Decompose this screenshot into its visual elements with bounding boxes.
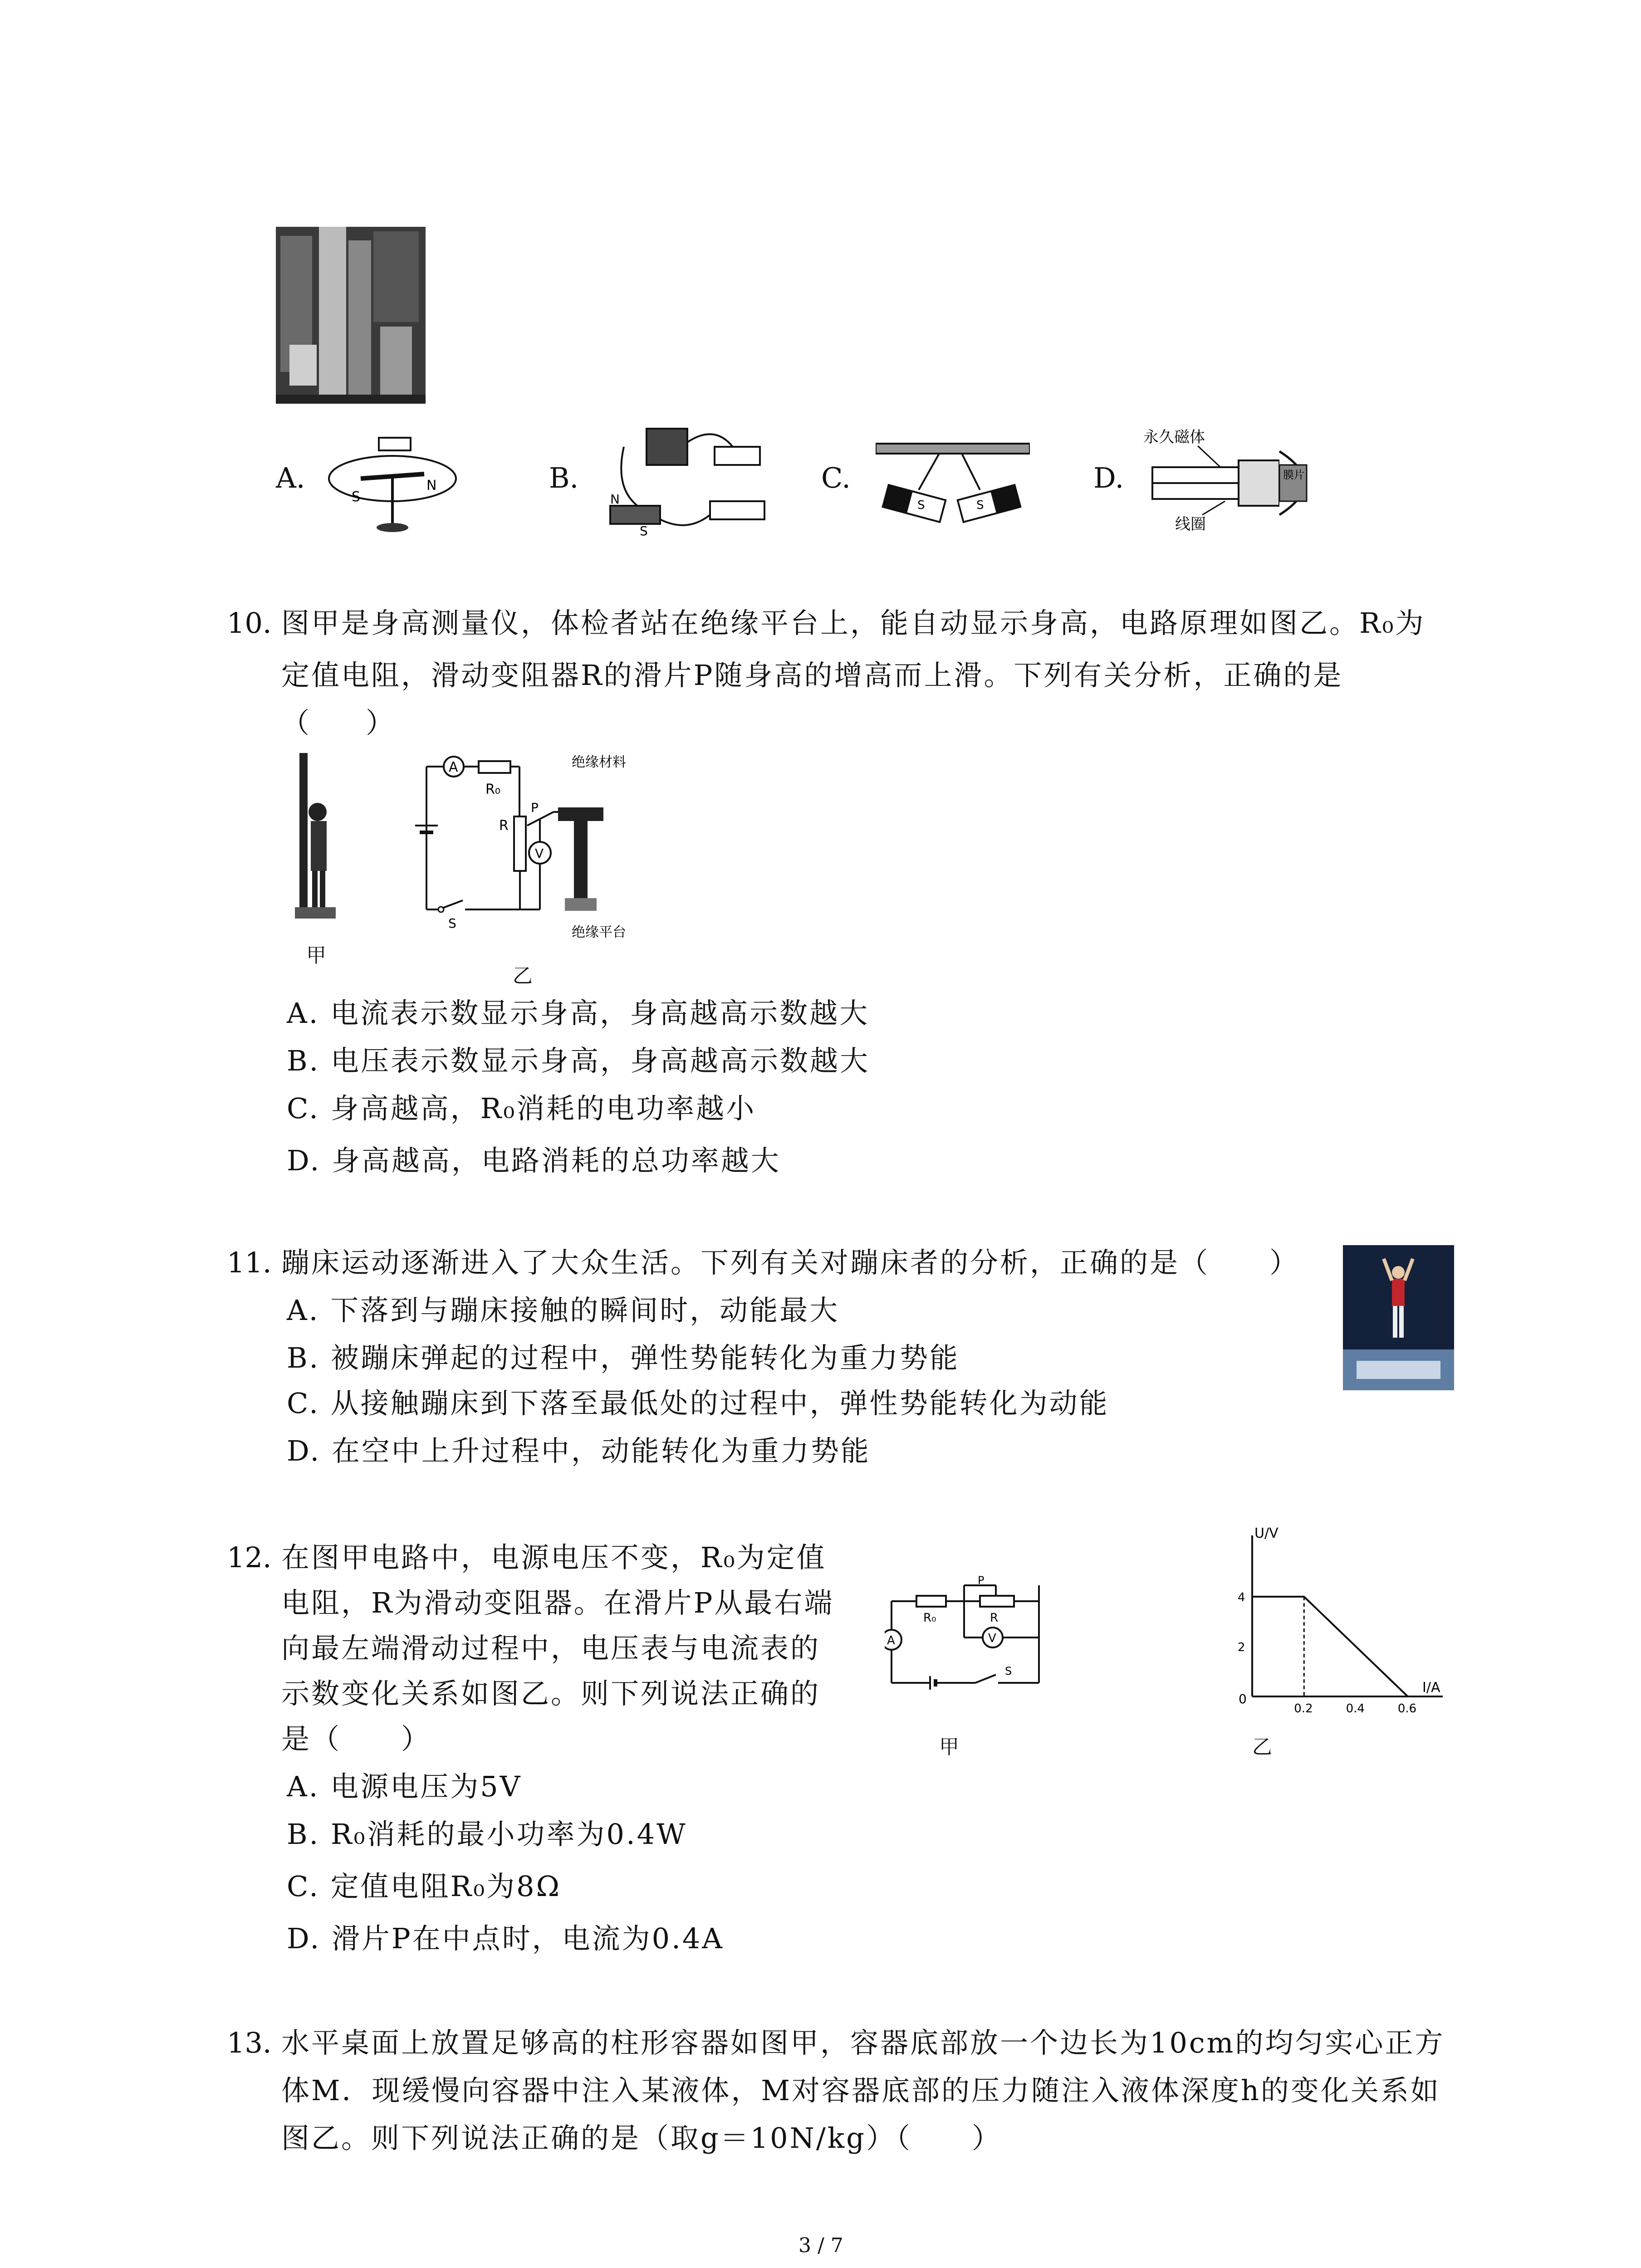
svg-text:A: A: [887, 1634, 895, 1647]
q12-stem-line2: 电阻，R为滑动变阻器。在滑片P从最右端: [281, 1586, 834, 1619]
q12-fig-jia-caption: 甲: [939, 1735, 959, 1759]
q10-option-a: A. 电流表示数显示身高，身高越高示数越大: [287, 997, 870, 1030]
svg-text:R₀: R₀: [923, 1611, 936, 1625]
svg-text:S: S: [352, 489, 361, 505]
q12-option-b: B. R₀消耗的最小功率为0.4W: [287, 1818, 687, 1851]
q13-stem-line3: 图乙。则下列说法正确的是（取g＝10N/kg）（ ）: [281, 2121, 1002, 2155]
q11-option-d: D. 在空中上升过程中，动能转化为重力势能: [287, 1434, 871, 1467]
q9-option-c-label: C.: [821, 461, 851, 494]
svg-text:膜片: 膜片: [1283, 469, 1305, 481]
graph-origin: 0: [1239, 1691, 1247, 1706]
q12-option-c: C. 定值电阻R₀为8Ω: [287, 1870, 562, 1903]
svg-text:绝缘平台: 绝缘平台: [572, 924, 626, 940]
graph-ytick-2: 4: [1238, 1591, 1245, 1604]
svg-text:永久磁体: 永久磁体: [1143, 428, 1205, 446]
svg-text:S: S: [448, 916, 456, 931]
q12-stem-line1: 在图甲电路中，电源电压不变，R₀为定值: [281, 1541, 827, 1574]
graph-ytick-1: 2: [1238, 1641, 1245, 1654]
q12-fig-jia-circuit: [885, 1574, 1057, 1710]
svg-text:A: A: [449, 759, 458, 775]
svg-text:V: V: [988, 1632, 996, 1645]
svg-text:P: P: [531, 800, 539, 815]
svg-text:N: N: [426, 478, 437, 494]
q12-stem-line3: 向最左端滑动过程中，电压表与电流表的: [281, 1632, 821, 1665]
q10-number: 10.: [227, 606, 272, 640]
svg-text:N: N: [610, 492, 620, 507]
q13-number: 13.: [227, 2026, 272, 2059]
q11-trampoline-photo: [1343, 1245, 1454, 1390]
q10-stem-line3: （ ）: [281, 706, 394, 739]
q10-fig-jia-caption: 甲: [306, 944, 326, 967]
q12-number: 12.: [227, 1541, 272, 1574]
q9-fig-c-magnets: [876, 440, 1030, 531]
q10-option-b: B. 电压表示数显示身高，身高越高示数越大: [287, 1044, 870, 1077]
q10-stem-line1: 图甲是身高测量仪，体检者站在绝缘平台上，能自动显示身高，电路原理如图乙。R₀为: [281, 606, 1425, 640]
q9-option-a-label: A.: [276, 461, 305, 494]
photo-figure: [276, 227, 426, 408]
q10-fig-yi-caption: 乙: [513, 964, 533, 987]
page-number: 3 / 7: [798, 2234, 843, 2257]
svg-text:V: V: [535, 846, 544, 861]
q12-option-d: D. 滑片P在中点时，电流为0.4A: [287, 1922, 725, 1955]
q10-fig-jia-photo: [290, 753, 345, 925]
q11-stem: 蹦床运动逐渐进入了大众生活。下列有关对蹦床者的分析，正确的是（ ）: [281, 1246, 1300, 1279]
q12-option-a: A. 电源电压为5V: [287, 1770, 522, 1803]
q9-option-b-label: B.: [549, 461, 579, 494]
svg-text:S: S: [917, 499, 925, 512]
svg-text:R: R: [499, 818, 509, 834]
q9-fig-d-microphone: [1143, 424, 1343, 533]
q9-fig-b-apparatus: [597, 420, 787, 538]
graph-series-line: [1252, 1597, 1408, 1696]
graph-xtick-1: 0.2: [1294, 1702, 1313, 1716]
svg-text:S: S: [1005, 1665, 1012, 1677]
q11-option-b: B. 被蹦床弹起的过程中，弹性势能转化为重力势能: [287, 1341, 960, 1374]
svg-text:R: R: [990, 1611, 999, 1625]
q9-option-d-label: D.: [1093, 461, 1124, 494]
q12-fig-yi-caption: 乙: [1252, 1735, 1272, 1759]
q12-stem-line4: 示数变化关系如图乙。则下列说法正确的: [281, 1677, 821, 1710]
graph-xtick-3: 0.6: [1397, 1702, 1417, 1716]
q13-stem-line2: 体M．现缓慢向容器中注入某液体，M对容器底部的压力随注入液体深度h的变化关系如: [281, 2074, 1440, 2107]
graph-ylabel: U/V: [1254, 1525, 1279, 1541]
q10-option-d: D. 身高越高，电路消耗的总功率越大: [287, 1144, 781, 1177]
q11-option-c: C. 从接触蹦床到下落至最低处的过程中，弹性势能转化为动能: [287, 1387, 1109, 1420]
svg-text:S: S: [640, 523, 648, 538]
graph-xtick-2: 0.4: [1346, 1702, 1365, 1716]
q13-stem-line1: 水平桌面上放置足够高的柱形容器如图甲，容器底部放一个边长为10cm的均匀实心正方: [281, 2026, 1445, 2059]
q10-fig-yi-circuit: [408, 744, 653, 943]
graph-xlabel: I/A: [1422, 1680, 1440, 1696]
svg-text:S: S: [976, 499, 984, 512]
q10-option-c: C. 身高越高，R₀消耗的电功率越小: [287, 1092, 756, 1125]
q10-stem-line2: 定值电阻，滑动变阻器R的滑片P随身高的增高而上滑。下列有关分析，正确的是: [281, 659, 1343, 692]
svg-text:R₀: R₀: [485, 782, 500, 797]
q9-fig-a-compass: [324, 424, 465, 538]
svg-text:线圈: 线圈: [1175, 515, 1206, 533]
svg-text:绝缘材料: 绝缘材料: [572, 754, 626, 770]
q11-option-a: A. 下落到与蹦床接触的瞬间时，动能最大: [287, 1294, 840, 1327]
q11-number: 11.: [227, 1246, 272, 1279]
q12-fig-yi-graph: [1225, 1524, 1452, 1724]
svg-text:P: P: [978, 1574, 985, 1587]
q12-stem-line5: 是（ ）: [281, 1722, 431, 1755]
